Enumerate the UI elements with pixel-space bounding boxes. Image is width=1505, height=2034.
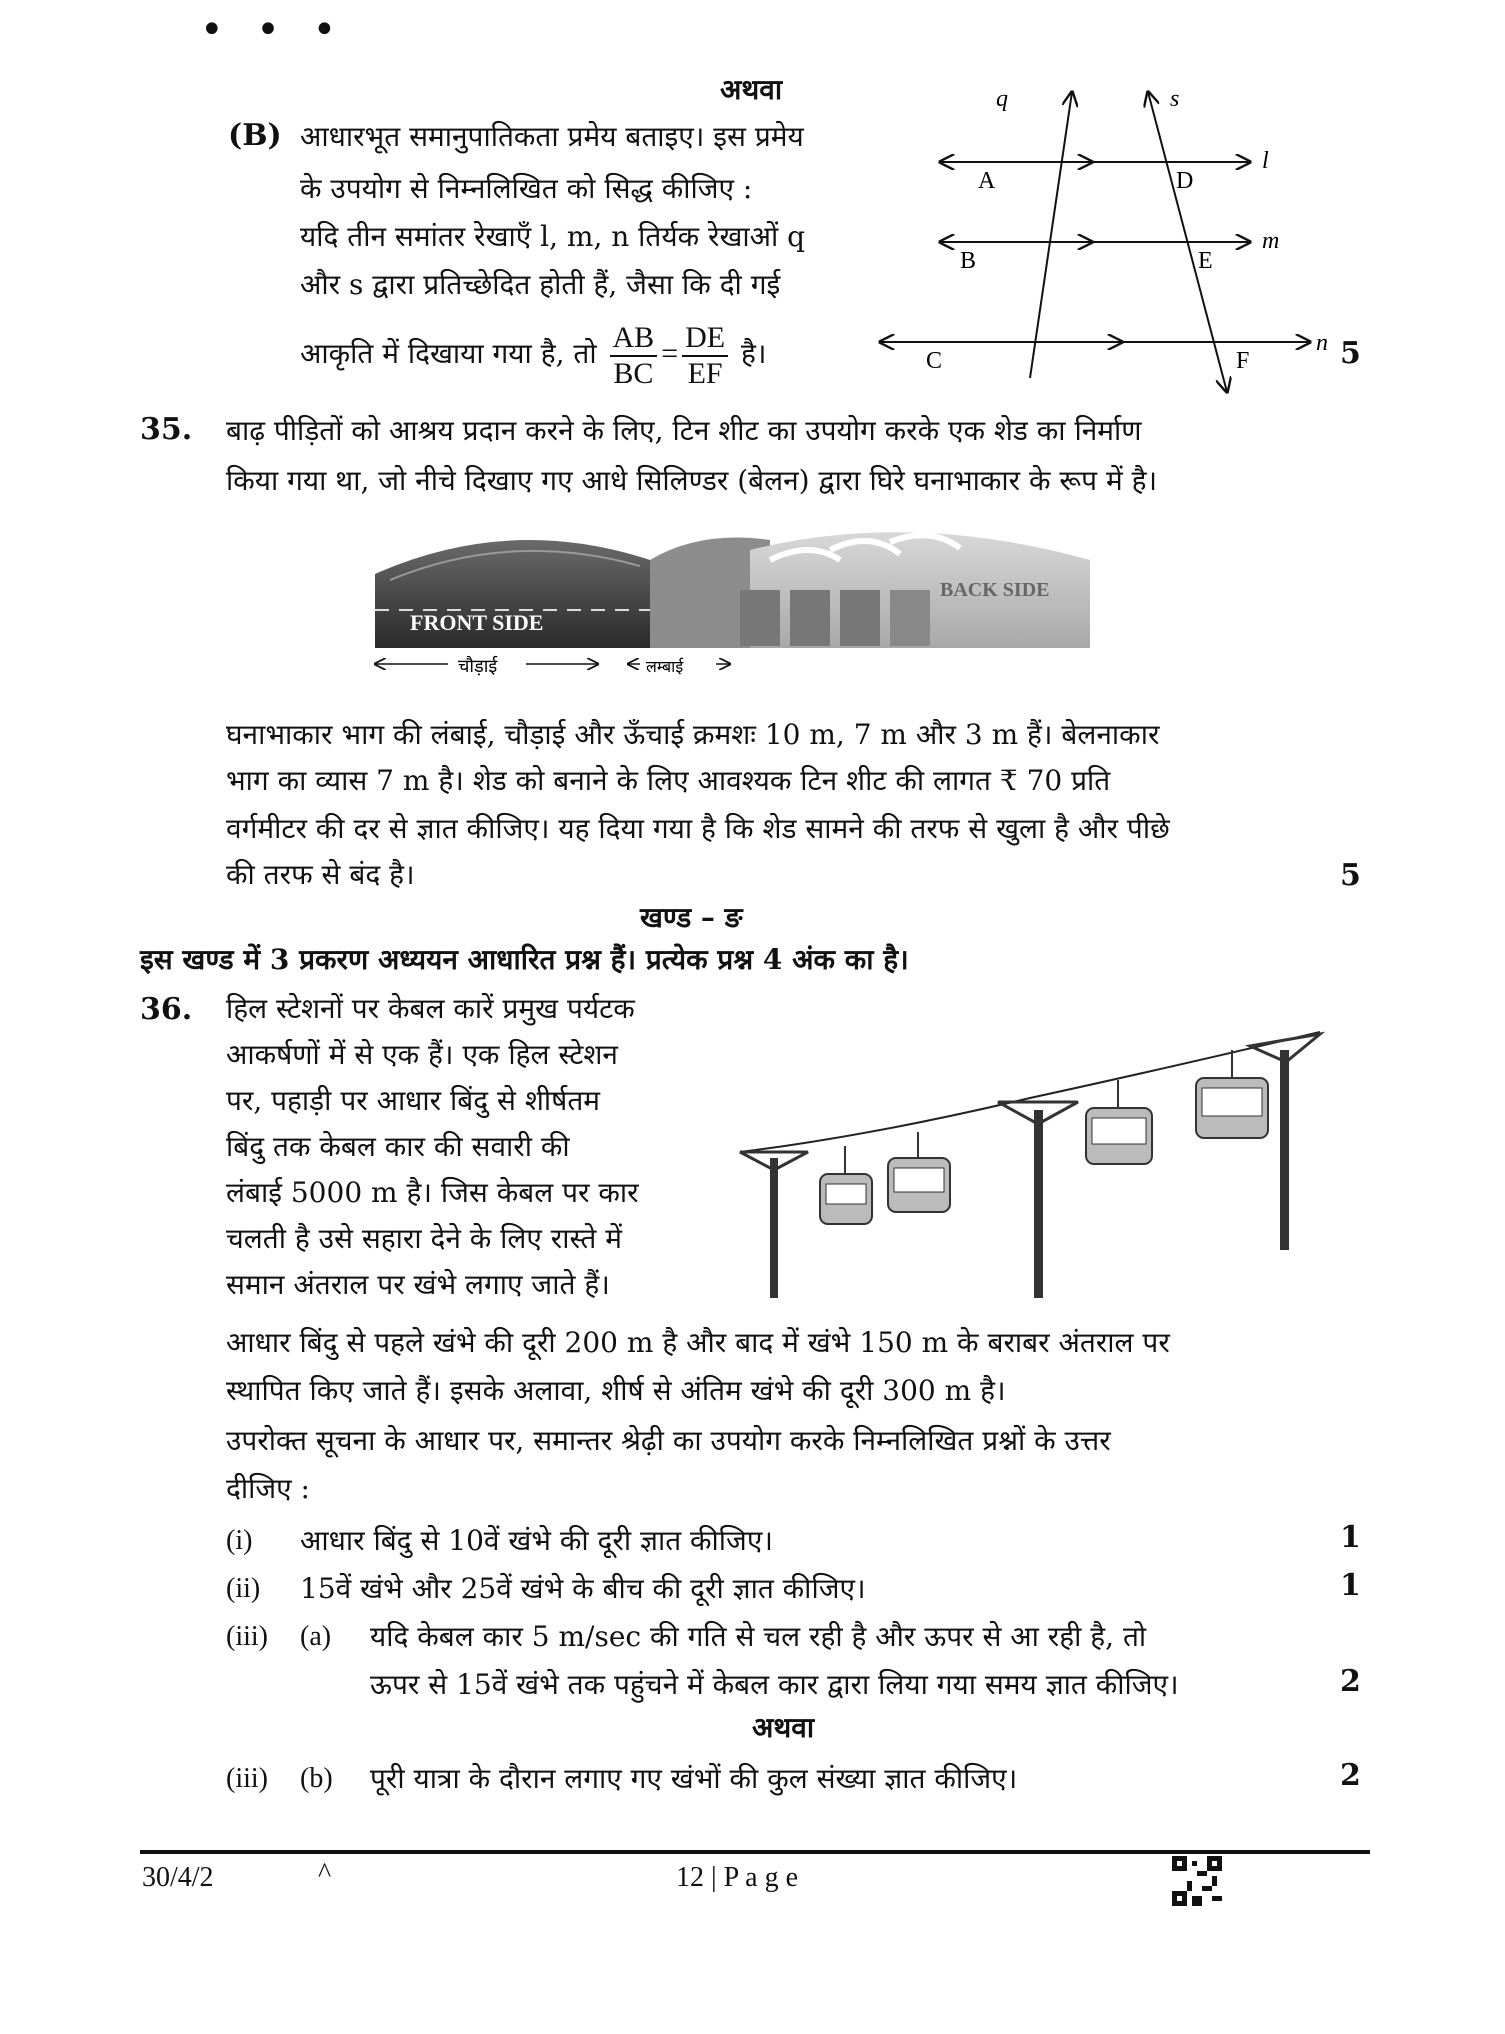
q36-line: हिल स्टेशनों पर केबल कारें प्रमुख पर्यटक <box>226 992 635 1025</box>
qr-code-icon <box>1172 1856 1222 1906</box>
q34b-line5-a: आकृति में दिखाया गया है, तो <box>300 337 597 370</box>
marks-iii-a: 2 <box>1340 1664 1361 1699</box>
width-label: चौड़ाई <box>458 656 498 676</box>
q36-line: समान अंतराल पर खंभे लगाए जाते हैं। <box>226 1268 610 1301</box>
q34b-marks: 5 <box>1340 336 1361 371</box>
frac1-den: BC <box>613 356 654 390</box>
q35-marks: 5 <box>1340 858 1361 893</box>
sub-sublabel-b: (b) <box>300 1763 333 1794</box>
footer-rule <box>140 1850 1370 1854</box>
q36-full3: उपरोक्त सूचना के आधार पर, समान्तर श्रेढ़ी का उपयोग करके निम्नलिखित प्रश्नों के उत्तर <box>226 1424 1111 1457</box>
q36-full1: आधार बिंदु से पहले खंभे की दूरी 200 m है और बाद में खंभे 150 m के बराबर अंतराल पर <box>226 1326 1170 1359</box>
front-side-label: FRONT SIDE <box>410 610 544 635</box>
question-number-35: 35. <box>140 412 193 447</box>
question-number-36: 36. <box>140 992 193 1027</box>
marks-ii: 1 <box>1340 1568 1361 1603</box>
q34b-line5 <box>300 314 767 394</box>
sub-text-ii: 15वें खंभे और 25वें खंभे के बीच की दूरी ज्ञात कीजिए। <box>300 1572 866 1605</box>
menu-dots: • • • <box>200 7 347 53</box>
q36-line: चलती है उसे सहारा देने के लिए रास्ते में <box>226 1222 623 1255</box>
sub-text-iii-b: पूरी यात्रा के दौरान लगाए गए खंभों की कुल संख्या ज्ञात कीजिए। <box>370 1762 1018 1795</box>
q35-para2: भाग का व्यास 7 m है। शेड को बनाने के लिए आवश्यक टिन शीट की लागत ₹ 70 प्रति <box>226 764 1111 797</box>
equals-sign: = <box>661 337 679 370</box>
sub-text-i: आधार बिंदु से 10वें खंभे की दूरी ज्ञात कीजिए। <box>300 1524 773 1557</box>
cabin <box>1086 1080 1152 1164</box>
q34b-line5-b: है। <box>741 337 767 370</box>
or-label-34: अथवा <box>720 73 783 106</box>
frac2-num: DE <box>682 321 728 357</box>
caret-mark: ^ <box>318 1858 332 1889</box>
label-n: n <box>1316 330 1328 356</box>
length-label: लम्बाई <box>646 659 684 676</box>
label-q: q <box>996 86 1008 112</box>
label-l: l <box>1262 148 1269 174</box>
transversal-q <box>1030 92 1072 378</box>
q36-intro <box>226 986 682 1308</box>
fraction-ab-bc <box>610 321 658 391</box>
q36-line: आकर्षणों में से एक हैं। एक हिल स्टेशन <box>226 1038 618 1071</box>
marks-iii-b: 2 <box>1340 1758 1361 1793</box>
q34b-line1: आधारभूत समानुपातिकता प्रमेय बताइए। इस प्रमेय <box>300 120 804 153</box>
frac1-num: AB <box>610 321 658 357</box>
marks-i: 1 <box>1340 1520 1361 1555</box>
pylon <box>998 1102 1078 1298</box>
shed-image <box>370 520 1110 680</box>
paper-code: 30/4/2 <box>142 1862 214 1893</box>
q36-full4: दीजिए : <box>226 1472 310 1505</box>
sub-text-iii-a-1: यदि केबल कार 5 m/sec की गति से चल रही है और ऊपर से आ रही है, तो <box>370 1620 1147 1653</box>
sub-text-iii-a-2: ऊपर से 15वें खंभे तक पहुंचने में केबल कार द्वारा लिया गया समय ज्ञात कीजिए। <box>370 1668 1179 1701</box>
sub-sublabel-a: (a) <box>300 1621 332 1652</box>
q35-para4: की तरफ से बंद है। <box>226 858 415 891</box>
sub-label-iii-a: (iii) <box>226 1621 268 1652</box>
parallel-lines-figure <box>870 82 1330 402</box>
sub-label-ii: (ii) <box>226 1573 261 1604</box>
q35-para3: वर्गमीटर की दर से ज्ञात कीजिए। यह दिया गया है कि शेड सामने की तरफ से खुला है और पीछे <box>226 812 1170 845</box>
label-e: E <box>1198 248 1213 274</box>
label-d: D <box>1176 168 1194 194</box>
page-number: 12 | P a g e <box>676 1862 798 1893</box>
fraction-de-ef <box>682 321 728 391</box>
sub-label-iii-b: (iii) <box>226 1763 268 1794</box>
label-m: m <box>1262 228 1280 254</box>
label-f: F <box>1236 348 1250 374</box>
q34b-line3: यदि तीन समांतर रेखाएँ l, m, n तिर्यक रेखाओं q <box>300 220 806 253</box>
q35-para1: घनाभाकार भाग की लंबाई, चौड़ाई और ऊँचाई क्रमशः 10 m, 7 m और 3 m हैं। बेलनाकार <box>226 718 1160 751</box>
label-b: B <box>960 248 977 274</box>
q34b-line2: के उपयोग से निम्नलिखित को सिद्ध कीजिए : <box>300 172 753 205</box>
q36-line: लंबाई 5000 m है। जिस केबल पर कार <box>226 1176 639 1209</box>
q36-line: पर, पहाड़ी पर आधार बिंदु से शीर्षतम <box>226 1084 601 1117</box>
section-title: खण्ड – ङ <box>640 901 743 934</box>
cable-car-image <box>730 1010 1330 1300</box>
pylon <box>740 1152 808 1298</box>
q35-line1: बाढ़ पीड़ितों को आश्रय प्रदान करने के लिए, टिन शीट का उपयोग करके एक शेड का निर्माण <box>226 414 1142 447</box>
back-side-label: BACK SIDE <box>940 579 1050 601</box>
label-a: A <box>978 168 996 194</box>
q34b-line4: और s द्वारा प्रतिच्छेदित होती हैं, जैसा कि दी गई <box>300 268 781 301</box>
q35-line2: किया गया था, जो नीचे दिखाए गए आधे सिलिण्डर (बेलन) द्वारा घिरे घनाभाकार के रूप में है। <box>226 464 1158 497</box>
section-instruction: इस खण्ड में 3 प्रकरण अध्ययन आधारित प्रश्न हैं। प्रत्येक प्रश्न 4 अंक का है। <box>140 943 909 976</box>
or-label-36: अथवा <box>752 1711 815 1744</box>
q36-line: बिंदु तक केबल कार की सवारी की <box>226 1130 570 1163</box>
pylon <box>1250 1034 1320 1250</box>
q36-full2: स्थापित किए जाते हैं। इसके अलावा, शीर्ष से अंतिम खंभे की दूरी 300 m है। <box>226 1374 1006 1407</box>
cabin <box>888 1132 950 1212</box>
frac2-den: EF <box>687 356 723 390</box>
sub-label-i: (i) <box>226 1525 253 1556</box>
label-s: s <box>1170 86 1180 112</box>
question-label-b: (B) <box>228 118 282 153</box>
label-c: C <box>926 348 943 374</box>
cabin <box>1196 1050 1268 1138</box>
cabin <box>820 1146 872 1224</box>
